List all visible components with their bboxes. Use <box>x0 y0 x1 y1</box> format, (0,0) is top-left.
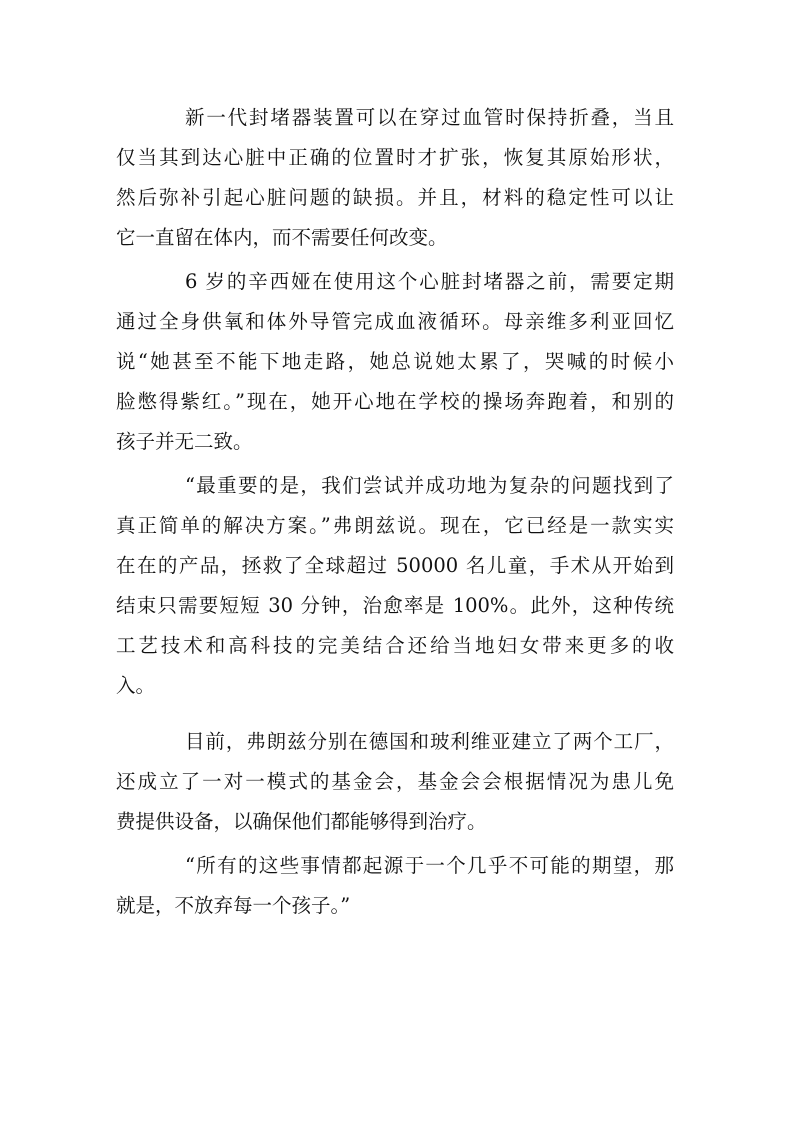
paragraph-3-line-1: “最重要的是，我们尝试并成功地为复杂的问题找到了 <box>185 474 674 497</box>
paragraph-5-line-2: 就是，不放弃每一个孩子。” <box>116 894 351 917</box>
paragraph-3-line-4: 结束只需要短短 30 分钟，治愈率是 100%。此外，这种传统 <box>116 594 674 617</box>
paragraph-1-line-3: 然后弥补引起心脏问题的缺损。并且，材料的稳定性可以让 <box>116 186 674 209</box>
paragraph-2-line-5: 孩子并无二致。 <box>116 430 253 453</box>
paragraph-1-line-1: 新一代封堵器装置可以在穿过血管时保持折叠，当且 <box>185 106 674 129</box>
paragraph-2-line-3: 说“她甚至不能下地走路，她总说她太累了，哭喊的时候小 <box>116 350 674 373</box>
paragraph-1-line-2: 仅当其到达心脏中正确的位置时才扩张，恢复其原始形状， <box>116 146 674 169</box>
paragraph-2-line-1: 6 岁的辛西娅在使用这个心脏封堵器之前，需要定期 <box>185 270 674 293</box>
paragraph-4-line-1: 目前，弗朗兹分别在德国和玻利维亚建立了两个工厂， <box>185 730 674 753</box>
paragraph-2-line-4: 脸憋得紫红。”现在，她开心地在学校的操场奔跑着，和别的 <box>116 390 674 413</box>
paragraph-1-line-4: 它一直留在体内，而不需要任何改变。 <box>116 226 448 249</box>
paragraph-3-line-6: 入。 <box>116 674 156 697</box>
paragraph-3-line-2: 真正简单的解决方案。”弗朗兹说。现在，它已经是一款实实 <box>116 514 674 537</box>
paragraph-4-line-2: 还成立了一对一模式的基金会，基金会会根据情况为患儿免 <box>116 770 674 793</box>
paragraph-3-line-5: 工艺技术和高科技的完美结合还给当地妇女带来更多的收 <box>116 634 674 657</box>
paragraph-3-line-3: 在在的产品，拯救了全球超过 50000 名儿童，手术从开始到 <box>116 554 674 577</box>
paragraph-4-line-3: 费提供设备，以确保他们都能够得到治疗。 <box>116 810 487 833</box>
paragraph-2-line-2: 通过全身供氧和体外导管完成血液循环。母亲维多利亚回忆 <box>116 310 674 333</box>
paragraph-5-line-1: “所有的这些事情都起源于一个几乎不可能的期望，那 <box>185 854 674 877</box>
